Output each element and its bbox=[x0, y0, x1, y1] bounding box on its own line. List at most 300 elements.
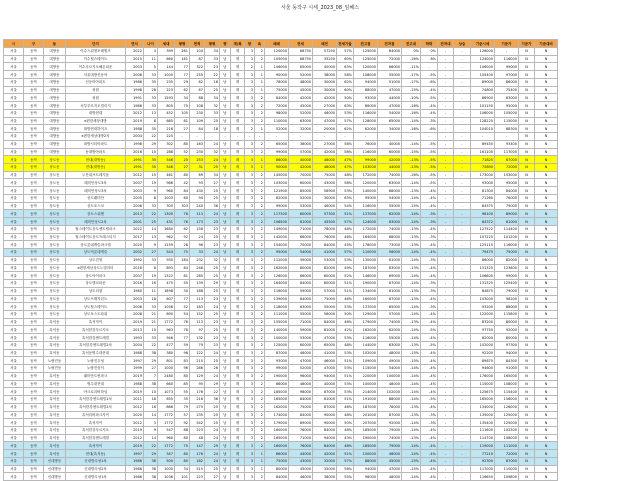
table-row bbox=[4, 372, 558, 380]
table-cell: 남 bbox=[220, 148, 231, 156]
table-cell: -13% bbox=[402, 187, 421, 195]
table-cell: 서울 bbox=[4, 55, 24, 63]
table-cell: 대방동 bbox=[44, 63, 66, 71]
table-cell: -14% bbox=[402, 473, 421, 481]
table-cell: N bbox=[519, 380, 535, 388]
table-cell: 3 bbox=[245, 318, 255, 326]
table-cell: 1998 bbox=[126, 140, 144, 148]
column-header: 기준대비 bbox=[535, 40, 558, 48]
table-cell: 65000 bbox=[265, 140, 289, 148]
table-cell: N bbox=[519, 55, 535, 63]
table-cell: 25 bbox=[205, 187, 220, 195]
table-cell: 82000 bbox=[471, 334, 495, 342]
table-cell: 108000 bbox=[495, 380, 519, 388]
table-cell: N bbox=[535, 55, 558, 63]
table-cell: 계 bbox=[231, 179, 245, 187]
table-cell: - bbox=[454, 419, 471, 427]
table-cell: N bbox=[535, 334, 558, 342]
table-cell: 102000 bbox=[471, 341, 495, 349]
table-cell: 80000 bbox=[313, 280, 337, 288]
table-cell: 흑석동 bbox=[44, 426, 66, 434]
table-cell: 55000 bbox=[289, 310, 313, 318]
table-cell: 계 bbox=[231, 86, 245, 94]
table-cell: 계 bbox=[231, 280, 245, 288]
column-header: 방 bbox=[245, 40, 255, 48]
table-cell: 상도프레지던트 bbox=[66, 295, 126, 303]
table-cell: 83200 bbox=[471, 318, 495, 326]
table-row bbox=[4, 310, 558, 318]
table-cell: 남 bbox=[220, 396, 231, 404]
table-cell: 서울 bbox=[4, 295, 24, 303]
table-cell: 25 bbox=[205, 164, 220, 172]
table-cell: 99000 bbox=[265, 365, 289, 373]
table-cell: 상도동 bbox=[44, 210, 66, 218]
table-cell: 135000 bbox=[471, 411, 495, 419]
table-cell: -13% bbox=[402, 156, 421, 164]
table-cell: 서울 bbox=[4, 233, 24, 241]
table-cell: 계 bbox=[231, 71, 245, 79]
table-cell: 상도동 bbox=[44, 295, 66, 303]
table-cell: 계 bbox=[231, 388, 245, 396]
table-cell: 남 bbox=[220, 164, 231, 172]
table-cell: 남 bbox=[220, 241, 231, 249]
table-cell: 190000 bbox=[265, 372, 289, 380]
table-cell: 132 bbox=[190, 334, 205, 342]
table-cell: 남 bbox=[220, 372, 231, 380]
table-cell: 65000 bbox=[313, 341, 337, 349]
table-cell: 53% bbox=[337, 380, 354, 388]
table-cell: 흑석리버파크자이 bbox=[66, 411, 126, 419]
table-cell: 성원 bbox=[66, 94, 126, 102]
table-cell: 34 bbox=[205, 94, 220, 102]
table-cell: 2 bbox=[255, 225, 265, 233]
table-cell: 187000 bbox=[354, 264, 378, 272]
table-cell: 25 bbox=[205, 310, 220, 318]
table-cell: 172000 bbox=[354, 225, 378, 233]
table-cell: 남 bbox=[220, 78, 231, 86]
table-cell: 48000 bbox=[378, 473, 402, 481]
table-cell: 866 bbox=[158, 403, 175, 411]
table-cell: 65000 bbox=[378, 117, 402, 125]
table-cell: -15% bbox=[402, 457, 421, 465]
table-cell: 81000 bbox=[313, 326, 337, 334]
table-cell: -14% bbox=[402, 256, 421, 264]
table-cell: 946 bbox=[158, 334, 175, 342]
table-cell: - bbox=[454, 396, 471, 404]
table-cell: -13% bbox=[402, 164, 421, 172]
table-cell: 962 bbox=[158, 233, 175, 241]
table-cell: 3 bbox=[245, 473, 255, 481]
table-cell: 1 bbox=[255, 63, 265, 71]
table-cell: -16% bbox=[402, 102, 421, 110]
table-cell: 125115 bbox=[471, 241, 495, 249]
table-cell: 27000 bbox=[313, 102, 337, 110]
table-cell: 84000 bbox=[313, 318, 337, 326]
table-cell: 3 bbox=[245, 403, 255, 411]
table-cell: 84000 bbox=[265, 94, 289, 102]
table-cell: 서울 bbox=[4, 71, 24, 79]
table-cell: 대방동 bbox=[44, 140, 66, 148]
table-cell: 2 bbox=[255, 117, 265, 125]
table-cell: N bbox=[535, 194, 558, 202]
table-cell: 88300 bbox=[495, 125, 519, 133]
table-cell: 23 bbox=[205, 318, 220, 326]
table-cell: 161 bbox=[175, 55, 190, 63]
table-cell: 25 bbox=[205, 419, 220, 427]
table-cell: 121900 bbox=[265, 187, 289, 195]
table-cell: 92200 bbox=[471, 349, 495, 357]
table-row bbox=[4, 148, 558, 156]
table-cell: 23 bbox=[205, 241, 220, 249]
table-cell: 76000 bbox=[495, 194, 519, 202]
table-cell: 10 bbox=[144, 148, 158, 156]
table-cell: -14% bbox=[402, 419, 421, 427]
table-cell: 1772 bbox=[158, 442, 175, 450]
table-cell: - bbox=[438, 241, 454, 249]
table-cell: 남 bbox=[220, 55, 231, 63]
table-cell: - bbox=[438, 156, 454, 164]
table-cell: 상도힐스테이트 bbox=[66, 303, 126, 311]
table-cell: 2 bbox=[255, 426, 265, 434]
table-cell: 24 bbox=[205, 457, 220, 465]
table-cell: 상도동 bbox=[44, 272, 66, 280]
table-cell: 46000 bbox=[313, 357, 337, 365]
table-cell: 99000 bbox=[265, 202, 289, 210]
table-cell: 80000 bbox=[495, 334, 519, 342]
table-cell: -4% bbox=[421, 380, 438, 388]
table-cell: N bbox=[519, 372, 535, 380]
table-cell: -16% bbox=[402, 55, 421, 63]
table-cell: -14% bbox=[402, 388, 421, 396]
table-cell: 2 bbox=[255, 241, 265, 249]
table-cell: 남 bbox=[220, 442, 231, 450]
table-cell: 동작 bbox=[24, 225, 44, 233]
table-cell: -4% bbox=[421, 272, 438, 280]
table-cell: N bbox=[535, 179, 558, 187]
table-cell: - bbox=[313, 133, 337, 141]
table-cell: 42000 bbox=[289, 164, 313, 172]
table-cell: 24 bbox=[205, 140, 220, 148]
table-cell: 3 bbox=[245, 372, 255, 380]
table-cell: 계 bbox=[231, 365, 245, 373]
table-cell: 107225 bbox=[471, 233, 495, 241]
table-cell: 3 bbox=[245, 434, 255, 442]
table-cell: N bbox=[519, 202, 535, 210]
table-cell: 129000 bbox=[354, 310, 378, 318]
table-cell: 33 bbox=[144, 102, 158, 110]
table-cell: 57000 bbox=[313, 287, 337, 295]
table-cell: 서울 bbox=[4, 403, 24, 411]
table-cell: 57300 bbox=[313, 210, 337, 218]
table-cell: 동작 bbox=[24, 218, 44, 226]
table-cell: 남 bbox=[220, 280, 231, 288]
table-cell: - bbox=[438, 303, 454, 311]
table-cell: 남 bbox=[220, 303, 231, 311]
table-cell: 62% bbox=[337, 125, 354, 133]
table-cell: - bbox=[454, 156, 471, 164]
table-cell: - bbox=[438, 434, 454, 442]
table-cell: 25 bbox=[205, 86, 220, 94]
table-cell: 2012 bbox=[126, 403, 144, 411]
table-cell: - bbox=[454, 202, 471, 210]
table-cell: 계 bbox=[231, 326, 245, 334]
table-cell: -15% bbox=[402, 86, 421, 94]
table-cell: N bbox=[519, 109, 535, 117]
table-cell: 57% bbox=[337, 457, 354, 465]
table-cell: 53000 bbox=[313, 256, 337, 264]
table-cell: N bbox=[535, 109, 558, 117]
table-cell: 544 bbox=[158, 249, 175, 257]
table-row bbox=[4, 419, 558, 427]
table-cell: 흑석동 bbox=[44, 403, 66, 411]
table-cell: 30000 bbox=[313, 194, 337, 202]
table-cell: N bbox=[535, 233, 558, 241]
table-cell: 1593 bbox=[158, 94, 175, 102]
table-row bbox=[4, 48, 558, 56]
table-cell: 남 bbox=[220, 295, 231, 303]
table-cell: 88000 bbox=[378, 396, 402, 404]
table-cell: 104010 bbox=[471, 125, 495, 133]
column-header: 면적 bbox=[190, 40, 205, 48]
table-cell: N bbox=[535, 341, 558, 349]
table-cell: 3 bbox=[245, 78, 255, 86]
table-cell: 1 bbox=[255, 125, 265, 133]
table-cell: 80 bbox=[175, 372, 190, 380]
table-cell: 62% bbox=[337, 78, 354, 86]
table-cell: 3 bbox=[245, 187, 255, 195]
table-cell: 57250 bbox=[313, 48, 337, 56]
table-cell: 176000 bbox=[471, 372, 495, 380]
table-cell: N bbox=[535, 372, 558, 380]
table-cell: 3 bbox=[245, 303, 255, 311]
table-cell: 3 bbox=[245, 148, 255, 156]
table-cell: 동작 bbox=[24, 117, 44, 125]
table-cell: 62000 bbox=[354, 125, 378, 133]
table-cell: 48 bbox=[190, 434, 205, 442]
table-cell: 2001 bbox=[126, 218, 144, 226]
table-cell: 2022 bbox=[126, 48, 144, 56]
table-cell: 84000 bbox=[313, 426, 337, 434]
table-cell: 68750 bbox=[289, 55, 313, 63]
table-cell: 남 bbox=[220, 349, 231, 357]
table-cell: 51% bbox=[337, 357, 354, 365]
table-cell: 2007 bbox=[126, 272, 144, 280]
table-row bbox=[4, 140, 558, 148]
table-cell: 24 bbox=[205, 372, 220, 380]
table-cell: 94600 bbox=[471, 365, 495, 373]
table-row bbox=[4, 272, 558, 280]
table-cell: N bbox=[519, 249, 535, 257]
table-cell: - bbox=[231, 133, 245, 141]
table-cell: N bbox=[535, 218, 558, 226]
table-cell: - bbox=[454, 326, 471, 334]
table-row bbox=[4, 78, 558, 86]
table-cell: -14% bbox=[402, 117, 421, 125]
table-cell: 53000 bbox=[289, 334, 313, 342]
table-row bbox=[4, 365, 558, 373]
table-cell: -4% bbox=[421, 295, 438, 303]
table-cell: 계 bbox=[231, 117, 245, 125]
table-cell: 남 bbox=[220, 450, 231, 458]
table-cell: 2006 bbox=[126, 71, 144, 79]
table-cell: -3% bbox=[421, 287, 438, 295]
table-cell: - bbox=[438, 78, 454, 86]
table-cell: 75400 bbox=[495, 86, 519, 94]
table-cell: 75000 bbox=[495, 249, 519, 257]
table-cell: - bbox=[438, 125, 454, 133]
table-cell: 46% bbox=[337, 318, 354, 326]
table-cell: -15% bbox=[402, 202, 421, 210]
table-cell: 182 bbox=[190, 457, 205, 465]
table-cell: - bbox=[454, 357, 471, 365]
column-header: 평형 bbox=[205, 40, 220, 48]
table-cell: 2 bbox=[255, 280, 265, 288]
table-cell: - bbox=[454, 179, 471, 187]
column-header: 욕 bbox=[255, 40, 265, 48]
table-cell: 2 bbox=[255, 48, 265, 56]
table-cell: 서울 bbox=[4, 349, 24, 357]
table-cell: 1980 bbox=[126, 287, 144, 295]
table-cell: 71000 bbox=[289, 225, 313, 233]
table-cell: 1073 bbox=[158, 388, 175, 396]
table-cell: 110000 bbox=[495, 465, 519, 473]
table-cell: 서울 bbox=[4, 334, 24, 342]
table-cell: 서울 bbox=[4, 465, 24, 473]
table-cell: 690 bbox=[158, 310, 175, 318]
table-cell: 35 bbox=[175, 396, 190, 404]
table-cell: 54000 bbox=[378, 365, 402, 373]
table-cell: 35 bbox=[144, 164, 158, 172]
table-cell: 25 bbox=[205, 403, 220, 411]
table-cell: 253 bbox=[190, 156, 205, 164]
table-cell: N bbox=[535, 94, 558, 102]
table-cell: 2016 bbox=[126, 148, 144, 156]
table-cell: 95000 bbox=[354, 194, 378, 202]
table-cell: - bbox=[454, 109, 471, 117]
table-cell: e편한세상상도노빌리티 bbox=[66, 264, 126, 272]
table-cell: 34000 bbox=[378, 125, 402, 133]
table-cell: 100000 bbox=[354, 450, 378, 458]
table-cell: 232 bbox=[190, 256, 205, 264]
table-cell: 현대(흑석동) bbox=[66, 450, 126, 458]
table-cell: 동작 bbox=[24, 419, 44, 427]
table-cell: 남 bbox=[220, 326, 231, 334]
table-cell: 33 bbox=[190, 249, 205, 257]
table-cell: N bbox=[535, 403, 558, 411]
table-cell: 3 bbox=[245, 396, 255, 404]
table-cell: 124000 bbox=[471, 55, 495, 63]
table-cell: 서울 bbox=[4, 473, 24, 481]
table-cell: 20000 bbox=[313, 125, 337, 133]
table-cell: - bbox=[454, 341, 471, 349]
table-cell: 46000 bbox=[378, 450, 402, 458]
table-cell: 93 bbox=[190, 179, 205, 187]
table-cell: N bbox=[519, 403, 535, 411]
table-cell: 34 bbox=[205, 48, 220, 56]
table-cell: -14% bbox=[402, 380, 421, 388]
table-cell: 986 bbox=[158, 179, 175, 187]
table-cell: 1772 bbox=[158, 318, 175, 326]
table-cell: 135400 bbox=[471, 419, 495, 427]
table-cell: 84000 bbox=[495, 187, 519, 195]
table-cell: 흑석동 bbox=[44, 326, 66, 334]
table-cell: 25 bbox=[205, 264, 220, 272]
table-cell: 계 bbox=[231, 156, 245, 164]
table-cell: N bbox=[535, 133, 558, 141]
table-cell: 71000 bbox=[289, 318, 313, 326]
table-cell: 33 bbox=[144, 94, 158, 102]
table-cell: 계 bbox=[231, 256, 245, 264]
table-cell: 144000 bbox=[354, 341, 378, 349]
table-cell: 서울 bbox=[4, 411, 24, 419]
table-cell: - bbox=[454, 287, 471, 295]
table-cell: 71260 bbox=[471, 194, 495, 202]
table-cell: 84000 bbox=[313, 241, 337, 249]
table-cell: 래미안상도3차 bbox=[66, 187, 126, 195]
table-cell: N bbox=[519, 140, 535, 148]
table-cell: 93000 bbox=[354, 94, 378, 102]
table-cell: 2012 bbox=[126, 419, 144, 427]
table-cell: 125675 bbox=[471, 388, 495, 396]
table-cell: 서울 bbox=[4, 156, 24, 164]
table-cell: 108000 bbox=[354, 71, 378, 79]
table-cell: N bbox=[519, 210, 535, 218]
table-cell: 47000 bbox=[313, 365, 337, 373]
table-cell: 서울 bbox=[4, 287, 24, 295]
table-cell: - bbox=[438, 403, 454, 411]
table-cell: N bbox=[535, 272, 558, 280]
table-cell: 86000 bbox=[354, 102, 378, 110]
table-cell: 42% bbox=[337, 326, 354, 334]
table-cell: 78000 bbox=[265, 78, 289, 86]
table-cell: 서울 bbox=[4, 179, 24, 187]
table-cell: 3 bbox=[245, 287, 255, 295]
table-cell: 2012 bbox=[126, 109, 144, 117]
table-cell: 660 bbox=[158, 380, 175, 388]
table-cell: 동작 bbox=[24, 365, 44, 373]
table-cell: 87 bbox=[190, 55, 205, 63]
table-cell: 60000 bbox=[289, 341, 313, 349]
table-cell: - bbox=[454, 310, 471, 318]
table-row bbox=[4, 357, 558, 365]
table-cell: 3 bbox=[245, 310, 255, 318]
table-cell: 42000 bbox=[313, 148, 337, 156]
table-cell: 계 bbox=[231, 396, 245, 404]
table-cell: 24 bbox=[205, 249, 220, 257]
column-header: 기준가 bbox=[519, 40, 535, 48]
table-cell: 동작 bbox=[24, 48, 44, 56]
table-cell: 신대방동 bbox=[44, 457, 66, 465]
table-cell: 남 bbox=[220, 318, 231, 326]
table-cell: 1772 bbox=[158, 411, 175, 419]
table-cell: 14 bbox=[144, 411, 158, 419]
table-cell: 70000 bbox=[289, 171, 313, 179]
table-cell: 109000 bbox=[354, 357, 378, 365]
table-cell: 49% bbox=[337, 264, 354, 272]
table-cell: 동작 bbox=[24, 179, 44, 187]
table-cell: 163 bbox=[190, 140, 205, 148]
table-cell: -14% bbox=[402, 365, 421, 373]
table-cell: 서울 bbox=[4, 140, 24, 148]
table-cell: 상도포스트타워 bbox=[66, 310, 126, 318]
table-cell: 3 bbox=[245, 202, 255, 210]
table-cell: 53% bbox=[337, 334, 354, 342]
table-cell: 10 bbox=[144, 388, 158, 396]
table-cell: 75000 bbox=[313, 171, 337, 179]
table-cell: 상도동 bbox=[44, 194, 66, 202]
table-cell: 48% bbox=[337, 442, 354, 450]
table-cell: 계 bbox=[231, 303, 245, 311]
